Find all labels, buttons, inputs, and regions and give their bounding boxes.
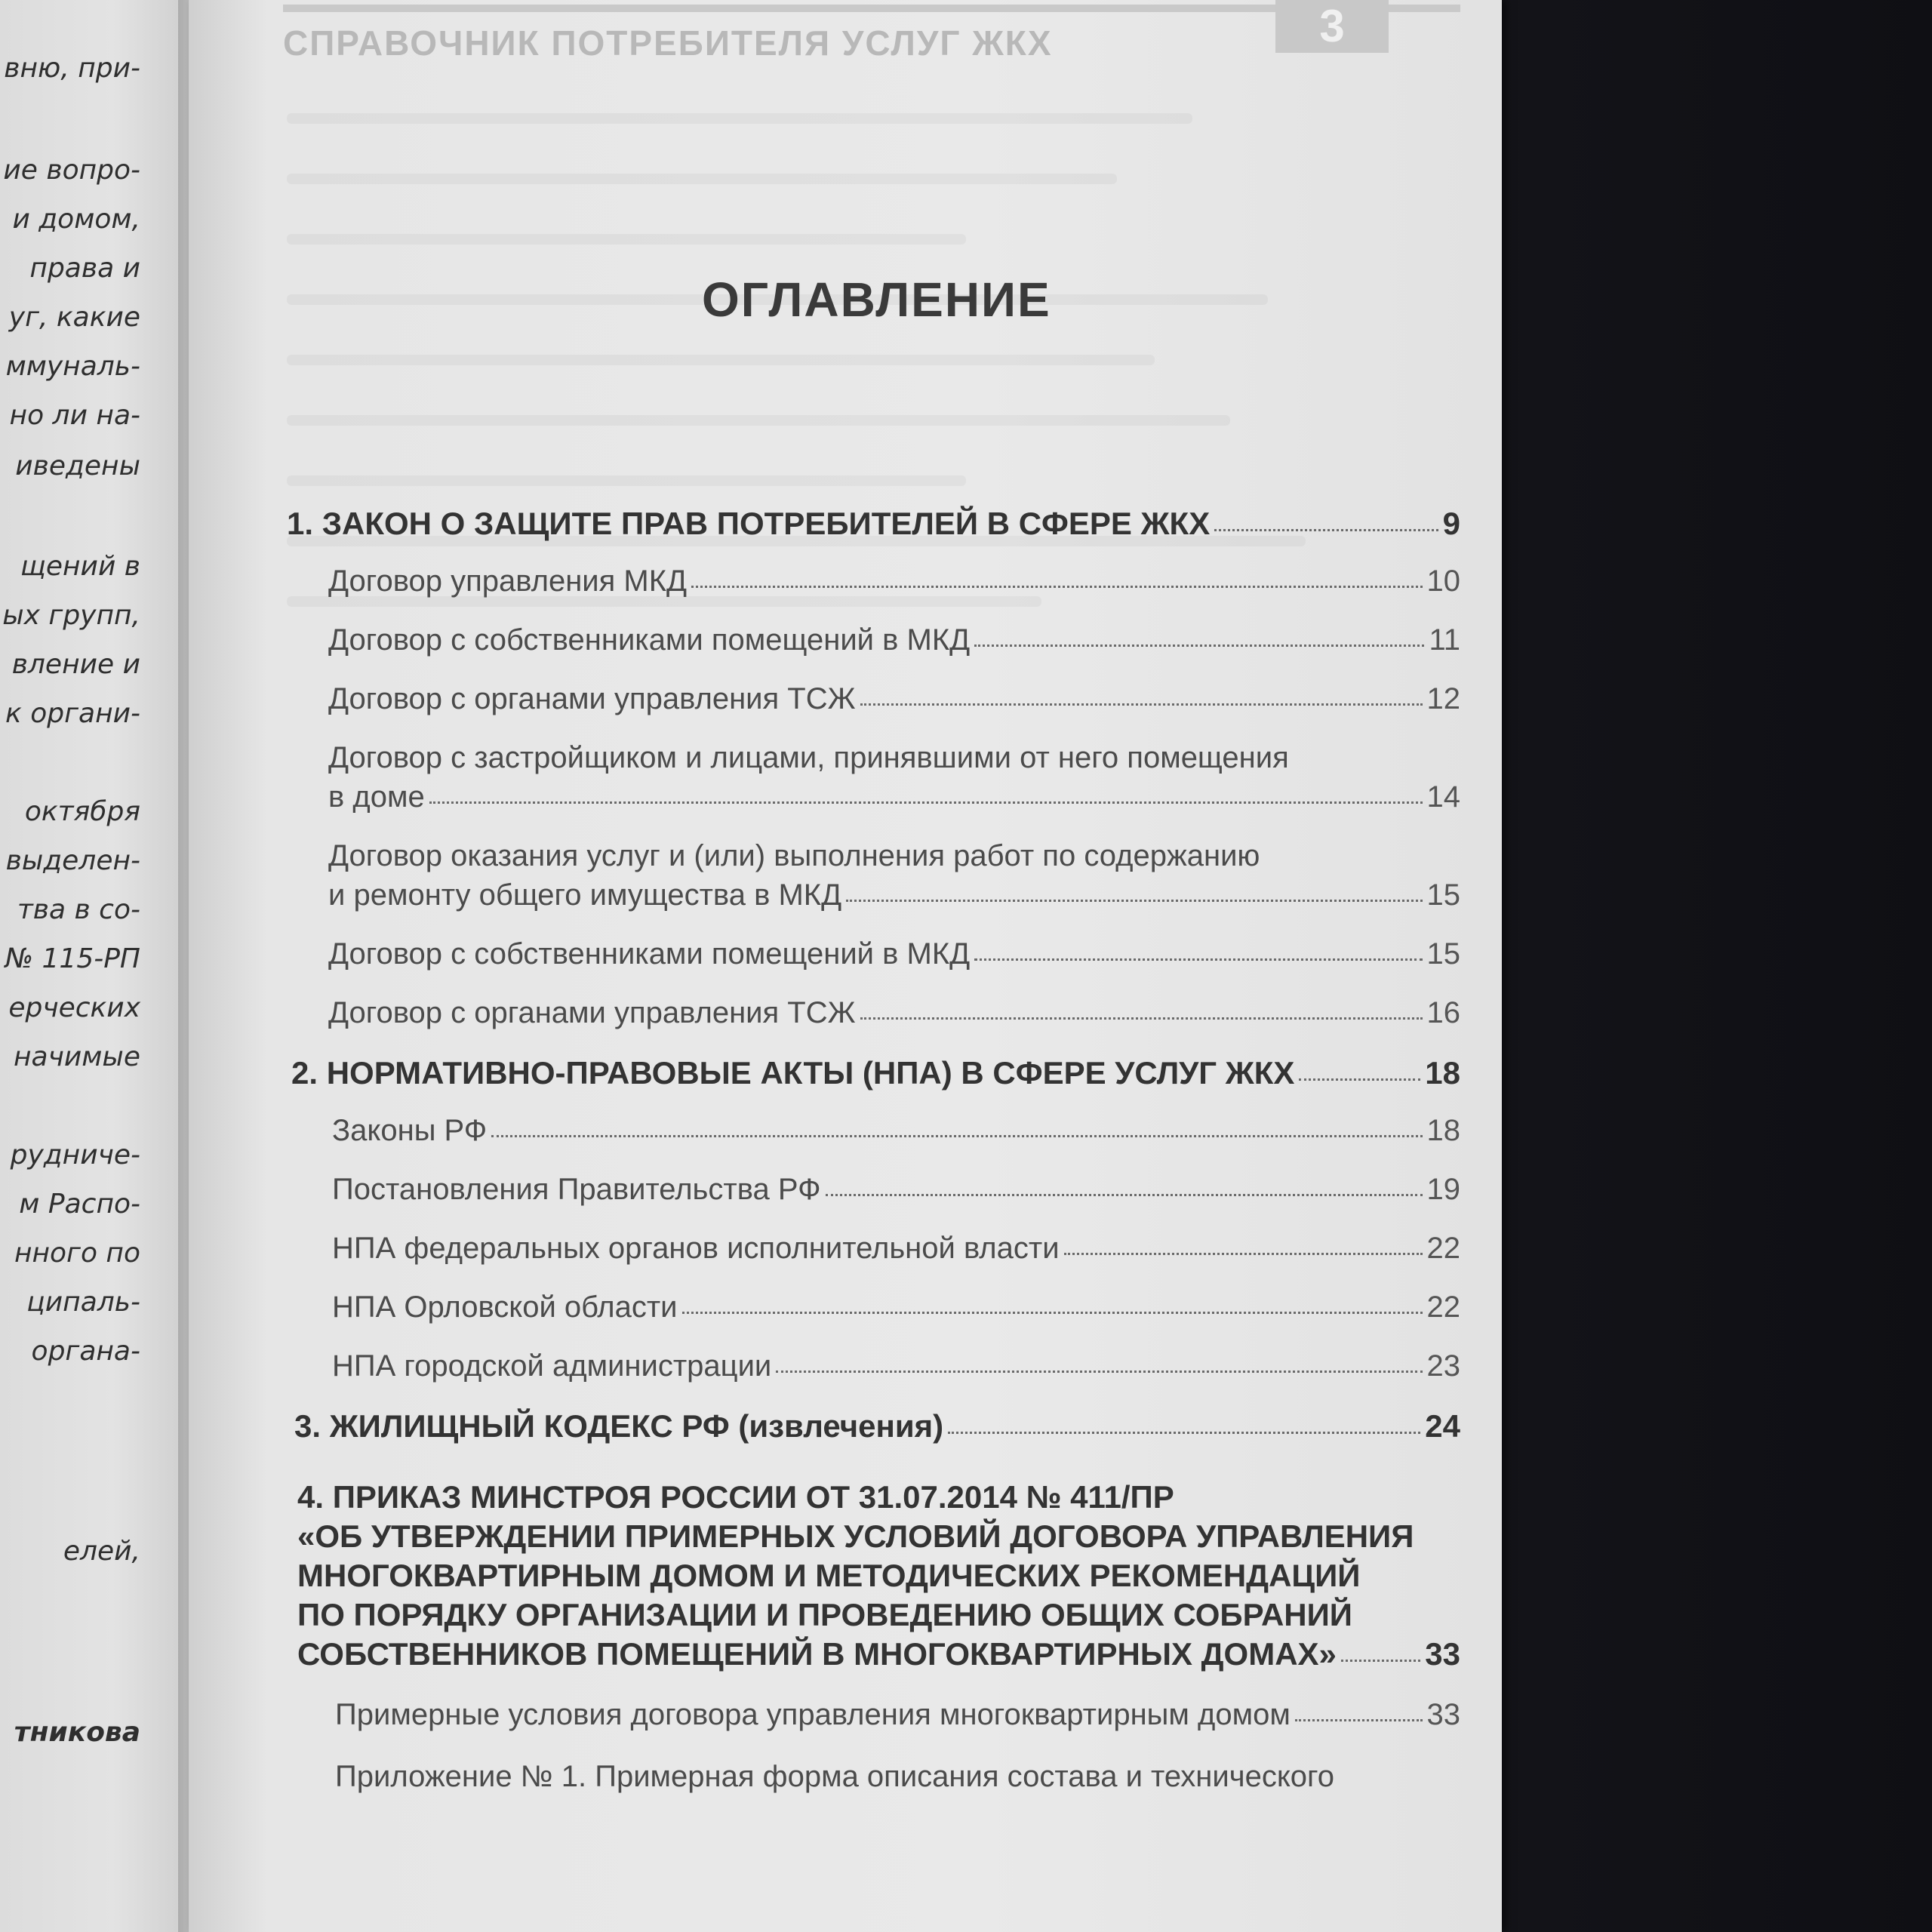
left-page-line: ие вопро- [3,155,140,186]
toc-entry-page: 15 [1426,878,1460,912]
toc-entry[interactable] [287,506,1460,542]
toc-entry-label: 3. ЖИЛИЩНЫЙ КОДЕКС РФ (извлечения) [294,1408,944,1444]
toc-entry[interactable] [328,682,1460,716]
toc-entry[interactable] [291,1055,1460,1091]
toc-entry-label: Примерные условия договора управления многоквартирным домом [335,1698,1291,1731]
left-page-line: начимые [14,1041,140,1072]
toc-entry-label: Договор управления МКД [328,565,688,598]
toc-entry[interactable] [297,1636,1460,1672]
toc-entry-page: 11 [1429,623,1460,657]
left-page-line: права и [29,253,140,284]
toc-entry-page: 33 [1426,1698,1460,1731]
toc-entry[interactable] [328,996,1460,1030]
left-page-line: нного по [14,1238,140,1269]
toc-entry[interactable] [328,878,1460,912]
toc-entry-page: 33 [1425,1636,1460,1672]
toc-entry-page: 18 [1426,1114,1460,1147]
toc-entry-label: и ремонту общего имущества в МКД [328,878,842,912]
left-page-line: № 115-РП [5,943,140,974]
toc-entry-label: НПА федеральных органов исполнительной власти [332,1232,1060,1265]
running-head: СПРАВОЧНИК ПОТРЕБИТЕЛЯ УСЛУГ ЖКХ [283,23,1053,63]
toc-entry-page: 22 [1426,1291,1460,1324]
toc-entry[interactable] [328,937,1460,971]
dot-leader [974,645,1424,647]
dot-leader [491,1135,1422,1137]
toc-entry-page: 23 [1426,1349,1460,1383]
toc-entry[interactable] [335,1698,1460,1732]
toc-entry-page: 24 [1425,1408,1460,1444]
left-page-line: ых групп, [2,600,140,631]
toc-entry-label: Договор с органами управления ТСЖ [328,682,856,715]
toc-entry-label: Договор с органами управления ТСЖ [328,996,856,1029]
toc-entry-label: Договор с собственниками помещений в МКД [328,623,971,657]
toc-entry-label-line: «ОБ УТВЕРЖДЕНИИ ПРИМЕРНЫХ УСЛОВИЙ ДОГОВОРА УПРАВЛЕНИЯ [297,1518,1414,1554]
toc-entry-label: Постановления Правительства РФ [332,1173,821,1206]
dot-leader [948,1432,1420,1434]
dot-leader [1295,1719,1423,1721]
toc-entry-label: НПА городской администрации [332,1349,772,1383]
toc-entry-page: 9 [1442,506,1460,541]
dot-leader [691,586,1422,588]
left-page-line: тва в со- [17,894,140,925]
left-page-line: органа- [31,1336,140,1367]
toc-entry-label-line: Приложение № 1. Примерная форма описания состава и технического [335,1760,1334,1793]
toc-entry-page: 19 [1426,1173,1460,1206]
left-page-line: ммуналь- [5,351,140,382]
dot-leader [1299,1078,1420,1081]
dot-leader [1341,1660,1420,1662]
toc-entry-label-line: Договор с застройщиком и лицами, принявшими от него помещения [328,741,1289,774]
dot-leader [974,958,1422,961]
toc-entry-label: НПА Орловской области [332,1291,678,1324]
toc-entry-label-line: МНОГОКВАРТИРНЫМ ДОМОМ И МЕТОДИЧЕСКИХ РЕКОМЕНДАЦИЙ [297,1558,1361,1593]
dot-leader [682,1312,1423,1314]
toc-entry-label-line: 4. ПРИКАЗ МИНСТРОЯ РОССИИ ОТ 31.07.2014 № 411/ПР [297,1479,1174,1515]
toc-entry-label: в доме [328,780,425,814]
toc-title: ОГЛАВЛЕНИЕ [702,272,1051,327]
toc-entry[interactable] [294,1408,1460,1444]
toc-entry[interactable] [328,780,1460,814]
toc-entry[interactable] [332,1173,1460,1207]
toc-entry[interactable] [332,1232,1460,1266]
left-page-line: и домом, [12,204,140,235]
dot-leader [826,1194,1423,1196]
toc-entry-page: 10 [1426,565,1460,598]
toc-entry[interactable] [332,1291,1460,1324]
left-page-line: ерческих [8,992,140,1023]
left-page-line: вление и [11,649,140,680]
toc-entry-page: 16 [1426,996,1460,1029]
left-page-line: октября [24,796,140,827]
toc-entry-label: Договор с собственниками помещений в МКД [328,937,971,971]
toc-entry[interactable] [328,623,1460,657]
toc-entry-label-line: ПО ПОРЯДКУ ОРГАНИЗАЦИИ И ПРОВЕДЕНИЮ ОБЩИХ СОБРАНИЙ [297,1597,1352,1632]
toc-entry-label: 1. ЗАКОН О ЗАЩИТЕ ПРАВ ПОТРЕБИТЕЛЕЙ В СФЕРЕ ЖКХ [287,506,1211,541]
dot-leader [1214,529,1438,531]
toc-entry-page: 18 [1425,1055,1460,1091]
toc-entry[interactable] [332,1114,1460,1148]
toc-entry-page: 15 [1426,937,1460,971]
toc-entry-page: 14 [1426,780,1460,814]
left-page-line: иведены [15,451,140,481]
left-page-line: к органи- [5,698,140,729]
dot-leader [846,900,1422,902]
toc-entry-page: 12 [1426,682,1460,715]
left-page-line: рудниче- [10,1140,140,1171]
dot-leader [429,801,1423,804]
toc-entry[interactable] [332,1349,1460,1383]
left-page-line: выделен- [5,845,140,876]
toc-page [189,0,1502,1932]
toc-entry[interactable] [328,565,1460,598]
toc-entry-label: Законы РФ [332,1114,488,1147]
dot-leader [1064,1253,1423,1255]
left-page-line: тникова [14,1717,140,1748]
toc-entry-label: СОБСТВЕННИКОВ ПОМЕЩЕНИЙ В МНОГОКВАРТИРНЫХ ДОМАХ» [297,1636,1337,1672]
left-page-line: м Распо- [19,1189,140,1220]
page-number-badge: 3 [1275,0,1389,53]
left-page-line: вню, при- [4,53,140,84]
dot-leader [860,703,1423,706]
toc-entry-label-line: Договор оказания услуг и (или) выполнения работ по содержанию [328,839,1260,872]
left-page [0,0,189,1932]
toc-entry-label: 2. НОРМАТИВНО-ПРАВОВЫЕ АКТЫ (НПА) В СФЕРЕ УСЛУГ ЖКХ [291,1055,1295,1091]
left-page-line: елей, [63,1536,140,1567]
left-page-line: щений в [20,551,140,582]
toc-entry-page: 22 [1426,1232,1460,1265]
left-page-line: но ли на- [9,400,140,431]
left-page-line: уг, какие [8,302,140,333]
dot-leader [776,1371,1422,1373]
dot-leader [860,1017,1423,1020]
left-page-line: ципаль- [26,1287,140,1318]
